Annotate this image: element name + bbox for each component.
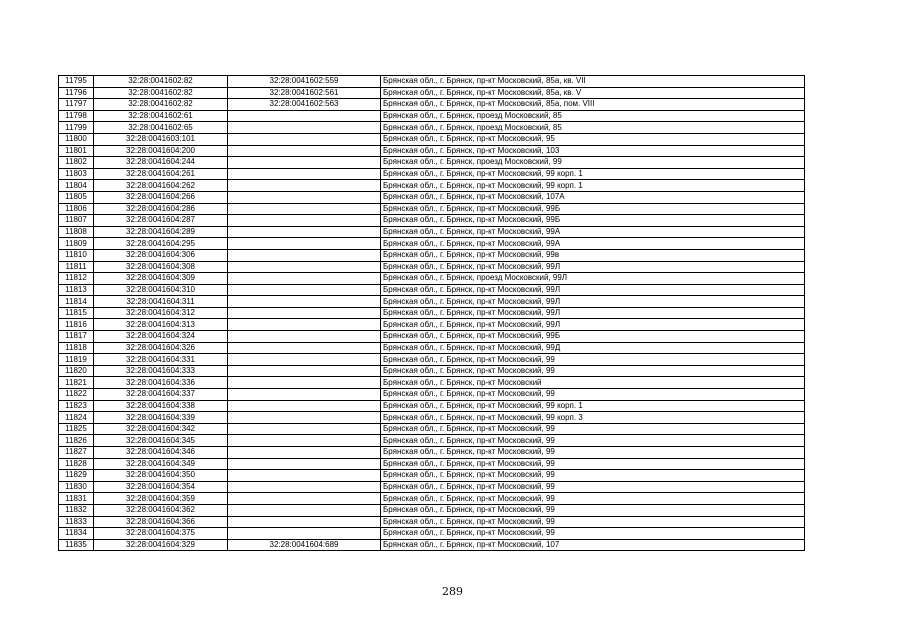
parent-cadastral-number-cell	[228, 412, 381, 424]
table-row	[59, 389, 805, 401]
cadastral-number-cell: 32:28:0041604:362	[94, 504, 228, 516]
cadastral-number-cell: 32:28:0041602:82	[94, 76, 228, 88]
address-cell: Брянская обл., г. Брянск, пр-кт Московский, 99	[381, 470, 805, 482]
address-cell: Брянская обл., г. Брянск, пр-кт Московский, 99Б	[381, 331, 805, 343]
table-row	[59, 215, 805, 227]
address-cell: Брянская обл., г. Брянск, пр-кт Московский, 99	[381, 423, 805, 435]
address-cell: Брянская обл., г. Брянск, пр-кт Московский, 107А	[381, 191, 805, 203]
address-cell: Брянская обл., г. Брянск, пр-кт Московский, 99	[381, 493, 805, 505]
table-row	[59, 145, 805, 157]
parent-cadastral-number-cell	[228, 261, 381, 273]
cadastral-number-cell: 32:28:0041602:65	[94, 122, 228, 134]
row-number-cell: 11820	[59, 365, 94, 377]
table-row	[59, 342, 805, 354]
address-cell: Брянская обл., г. Брянск, пр-кт Московский, 107	[381, 539, 805, 551]
parent-cadastral-number-cell	[228, 238, 381, 250]
cadastral-number-cell: 32:28:0041604:337	[94, 389, 228, 401]
cadastral-number-cell: 32:28:0041604:333	[94, 365, 228, 377]
row-number-cell: 11834	[59, 528, 94, 540]
table-row	[59, 331, 805, 343]
cadastral-number-cell: 32:28:0041604:339	[94, 412, 228, 424]
cadastral-number-cell: 32:28:0041604:324	[94, 331, 228, 343]
parent-cadastral-number-cell	[228, 157, 381, 169]
address-cell: Брянская обл., г. Брянск, пр-кт Московский, 99	[381, 447, 805, 459]
address-cell: Брянская обл., г. Брянск, пр-кт Московский, 99	[381, 504, 805, 516]
row-number-cell: 11801	[59, 145, 94, 157]
parent-cadastral-number-cell: 32:28:0041602:561	[228, 87, 381, 99]
row-number-cell: 11811	[59, 261, 94, 273]
parent-cadastral-number-cell: 32:28:0041602:559	[228, 76, 381, 88]
row-number-cell: 11805	[59, 191, 94, 203]
parent-cadastral-number-cell	[228, 203, 381, 215]
cadastral-number-cell: 32:28:0041604:261	[94, 168, 228, 180]
table-row	[59, 423, 805, 435]
parent-cadastral-number-cell	[228, 168, 381, 180]
table-row	[59, 458, 805, 470]
row-number-cell: 11832	[59, 504, 94, 516]
parent-cadastral-number-cell	[228, 342, 381, 354]
table-row	[59, 504, 805, 516]
parent-cadastral-number-cell	[228, 319, 381, 331]
row-number-cell: 11824	[59, 412, 94, 424]
row-number-cell: 11815	[59, 307, 94, 319]
table-row	[59, 76, 805, 88]
cadastral-number-cell: 32:28:0041602:82	[94, 99, 228, 111]
address-cell: Брянская обл., г. Брянск, проезд Московский, 99Л	[381, 273, 805, 285]
row-number-cell: 11807	[59, 215, 94, 227]
parent-cadastral-number-cell	[228, 400, 381, 412]
cadastral-number-cell: 32:28:0041604:336	[94, 377, 228, 389]
cadastral-number-cell: 32:28:0041604:338	[94, 400, 228, 412]
row-number-cell: 11817	[59, 331, 94, 343]
row-number-cell: 11796	[59, 87, 94, 99]
row-number-cell: 11814	[59, 296, 94, 308]
address-cell: Брянская обл., г. Брянск, пр-кт Московский, 103	[381, 145, 805, 157]
cadastral-number-cell: 32:28:0041604:286	[94, 203, 228, 215]
row-number-cell: 11808	[59, 226, 94, 238]
table-row	[59, 273, 805, 285]
parent-cadastral-number-cell	[228, 296, 381, 308]
parent-cadastral-number-cell	[228, 133, 381, 145]
parent-cadastral-number-cell	[228, 331, 381, 343]
cadastral-number-cell: 32:28:0041604:262	[94, 180, 228, 192]
table-row	[59, 319, 805, 331]
parent-cadastral-number-cell	[228, 493, 381, 505]
cadastral-number-cell: 32:28:0041604:345	[94, 435, 228, 447]
table-row	[59, 528, 805, 540]
parent-cadastral-number-cell	[228, 528, 381, 540]
address-cell: Брянская обл., г. Брянск, пр-кт Московский, 99Л	[381, 307, 805, 319]
address-cell: Брянская обл., г. Брянск, пр-кт Московский, 99	[381, 354, 805, 366]
address-cell: Брянская обл., г. Брянск, пр-кт Московский, 99	[381, 389, 805, 401]
parent-cadastral-number-cell	[228, 389, 381, 401]
parent-cadastral-number-cell	[228, 470, 381, 482]
parent-cadastral-number-cell: 32:28:0041604:689	[228, 539, 381, 551]
row-number-cell: 11800	[59, 133, 94, 145]
row-number-cell: 11803	[59, 168, 94, 180]
row-number-cell: 11819	[59, 354, 94, 366]
cadastral-number-cell: 32:28:0041604:354	[94, 481, 228, 493]
table-row	[59, 249, 805, 261]
address-cell: Брянская обл., г. Брянск, пр-кт Московский, 99А	[381, 238, 805, 250]
parent-cadastral-number-cell	[228, 215, 381, 227]
address-cell: Брянская обл., г. Брянск, пр-кт Московский, 99А	[381, 226, 805, 238]
parent-cadastral-number-cell	[228, 435, 381, 447]
cadastral-number-cell: 32:28:0041604:350	[94, 470, 228, 482]
parent-cadastral-number-cell	[228, 307, 381, 319]
cadastral-number-cell: 32:28:0041604:287	[94, 215, 228, 227]
row-number-cell: 11809	[59, 238, 94, 250]
parent-cadastral-number-cell	[228, 377, 381, 389]
table-row	[59, 296, 805, 308]
parent-cadastral-number-cell	[228, 481, 381, 493]
cadastral-number-cell: 32:28:0041604:375	[94, 528, 228, 540]
address-cell: Брянская обл., г. Брянск, пр-кт Московский, 99	[381, 528, 805, 540]
table-row	[59, 284, 805, 296]
cadastral-number-cell: 32:28:0041604:331	[94, 354, 228, 366]
table-row	[59, 180, 805, 192]
row-number-cell: 11816	[59, 319, 94, 331]
address-cell: Брянская обл., г. Брянск, пр-кт Московский, 99Б	[381, 215, 805, 227]
cadastral-number-cell: 32:28:0041604:342	[94, 423, 228, 435]
row-number-cell: 11827	[59, 447, 94, 459]
cadastral-number-cell: 32:28:0041604:266	[94, 191, 228, 203]
address-cell: Брянская обл., г. Брянск, пр-кт Московский, 99	[381, 435, 805, 447]
table-row	[59, 400, 805, 412]
table-body	[59, 76, 805, 551]
parent-cadastral-number-cell	[228, 284, 381, 296]
table-row	[59, 447, 805, 459]
cadastral-number-cell: 32:28:0041604:349	[94, 458, 228, 470]
cadastral-number-cell: 32:28:0041604:244	[94, 157, 228, 169]
row-number-cell: 11799	[59, 122, 94, 134]
cadastral-number-cell: 32:28:0041604:289	[94, 226, 228, 238]
cadastral-number-cell: 32:28:0041604:306	[94, 249, 228, 261]
address-cell: Брянская обл., г. Брянск, пр-кт Московский, 85а, кв. VII	[381, 76, 805, 88]
address-cell: Брянская обл., г. Брянск, пр-кт Московский, 99	[381, 365, 805, 377]
table-row	[59, 354, 805, 366]
parent-cadastral-number-cell	[228, 458, 381, 470]
row-number-cell: 11795	[59, 76, 94, 88]
row-number-cell: 11822	[59, 389, 94, 401]
cadastral-number-cell: 32:28:0041604:295	[94, 238, 228, 250]
cadastral-number-cell: 32:28:0041602:61	[94, 110, 228, 122]
property-registry-table	[58, 75, 805, 551]
table-row	[59, 261, 805, 273]
row-number-cell: 11831	[59, 493, 94, 505]
parent-cadastral-number-cell	[228, 504, 381, 516]
parent-cadastral-number-cell	[228, 516, 381, 528]
row-number-cell: 11828	[59, 458, 94, 470]
row-number-cell: 11812	[59, 273, 94, 285]
cadastral-number-cell: 32:28:0041604:309	[94, 273, 228, 285]
row-number-cell: 11802	[59, 157, 94, 169]
parent-cadastral-number-cell	[228, 273, 381, 285]
parent-cadastral-number-cell	[228, 226, 381, 238]
table-row	[59, 203, 805, 215]
cadastral-number-cell: 32:28:0041604:366	[94, 516, 228, 528]
table-row	[59, 307, 805, 319]
address-cell: Брянская обл., г. Брянск, пр-кт Московский, 99Л	[381, 284, 805, 296]
parent-cadastral-number-cell	[228, 447, 381, 459]
address-cell: Брянская обл., г. Брянск, пр-кт Московский	[381, 377, 805, 389]
row-number-cell: 11797	[59, 99, 94, 111]
cadastral-number-cell: 32:28:0041604:359	[94, 493, 228, 505]
address-cell: Брянская обл., г. Брянск, проезд Московский, 85	[381, 110, 805, 122]
parent-cadastral-number-cell	[228, 423, 381, 435]
row-number-cell: 11826	[59, 435, 94, 447]
cadastral-number-cell: 32:28:0041604:326	[94, 342, 228, 354]
table-row	[59, 87, 805, 99]
row-number-cell: 11806	[59, 203, 94, 215]
address-cell: Брянская обл., г. Брянск, пр-кт Московский, 99 корп. 1	[381, 180, 805, 192]
table-row	[59, 191, 805, 203]
table-row	[59, 133, 805, 145]
address-cell: Брянская обл., г. Брянск, пр-кт Московский, 99 корп. 1	[381, 400, 805, 412]
row-number-cell: 11835	[59, 539, 94, 551]
cadastral-number-cell: 32:28:0041604:346	[94, 447, 228, 459]
table-row	[59, 470, 805, 482]
row-number-cell: 11821	[59, 377, 94, 389]
table-row	[59, 365, 805, 377]
address-cell: Брянская обл., г. Брянск, пр-кт Московский, 99	[381, 458, 805, 470]
row-number-cell: 11833	[59, 516, 94, 528]
address-cell: Брянская обл., г. Брянск, пр-кт Московский, 99	[381, 516, 805, 528]
parent-cadastral-number-cell	[228, 354, 381, 366]
parent-cadastral-number-cell	[228, 110, 381, 122]
address-cell: Брянская обл., г. Брянск, пр-кт Московский, 85а, кв. V	[381, 87, 805, 99]
row-number-cell: 11823	[59, 400, 94, 412]
cadastral-number-cell: 32:28:0041604:329	[94, 539, 228, 551]
table-row	[59, 168, 805, 180]
table-row	[59, 238, 805, 250]
table-row	[59, 493, 805, 505]
address-cell: Брянская обл., г. Брянск, пр-кт Московский, 99Д	[381, 342, 805, 354]
cadastral-number-cell: 32:28:0041604:313	[94, 319, 228, 331]
table-row	[59, 377, 805, 389]
address-cell: Брянская обл., г. Брянск, пр-кт Московский, 99Л	[381, 319, 805, 331]
table-row	[59, 226, 805, 238]
row-number-cell: 11830	[59, 481, 94, 493]
cadastral-number-cell: 32:28:0041604:308	[94, 261, 228, 273]
table-row	[59, 110, 805, 122]
parent-cadastral-number-cell	[228, 249, 381, 261]
table-row	[59, 539, 805, 551]
table-row	[59, 435, 805, 447]
row-number-cell: 11829	[59, 470, 94, 482]
page-number: 289	[442, 585, 463, 598]
cadastral-number-cell: 32:28:0041604:311	[94, 296, 228, 308]
address-cell: Брянская обл., г. Брянск, проезд Московский, 99	[381, 157, 805, 169]
parent-cadastral-number-cell: 32:28:0041602:563	[228, 99, 381, 111]
address-cell: Брянская обл., г. Брянск, пр-кт Московский, 99Б	[381, 203, 805, 215]
cadastral-number-cell: 32:28:0041604:310	[94, 284, 228, 296]
row-number-cell: 11813	[59, 284, 94, 296]
address-cell: Брянская обл., г. Брянск, пр-кт Московский, 99в	[381, 249, 805, 261]
parent-cadastral-number-cell	[228, 145, 381, 157]
table-row	[59, 412, 805, 424]
row-number-cell: 11818	[59, 342, 94, 354]
table-row	[59, 481, 805, 493]
row-number-cell: 11804	[59, 180, 94, 192]
cadastral-number-cell: 32:28:0041602:82	[94, 87, 228, 99]
address-cell: Брянская обл., г. Брянск, пр-кт Московский, 99 корп. 3	[381, 412, 805, 424]
row-number-cell: 11798	[59, 110, 94, 122]
table-row	[59, 157, 805, 169]
address-cell: Брянская обл., г. Брянск, пр-кт Московский, 99Л	[381, 261, 805, 273]
table-row	[59, 122, 805, 134]
cadastral-number-cell: 32:28:0041603:101	[94, 133, 228, 145]
row-number-cell: 11825	[59, 423, 94, 435]
row-number-cell: 11810	[59, 249, 94, 261]
address-cell: Брянская обл., г. Брянск, пр-кт Московский, 99 корп. 1	[381, 168, 805, 180]
cadastral-number-cell: 32:28:0041604:200	[94, 145, 228, 157]
address-cell: Брянская обл., г. Брянск, пр-кт Московский, 99Л	[381, 296, 805, 308]
address-cell: Брянская обл., г. Брянск, пр-кт Московский, 85а, пом. VIII	[381, 99, 805, 111]
parent-cadastral-number-cell	[228, 191, 381, 203]
table-row	[59, 516, 805, 528]
parent-cadastral-number-cell	[228, 180, 381, 192]
cadastral-number-cell: 32:28:0041604:312	[94, 307, 228, 319]
parent-cadastral-number-cell	[228, 365, 381, 377]
table-row	[59, 99, 805, 111]
parent-cadastral-number-cell	[228, 122, 381, 134]
address-cell: Брянская обл., г. Брянск, проезд Московский, 85	[381, 122, 805, 134]
address-cell: Брянская обл., г. Брянск, пр-кт Московский, 95	[381, 133, 805, 145]
address-cell: Брянская обл., г. Брянск, пр-кт Московский, 99	[381, 481, 805, 493]
